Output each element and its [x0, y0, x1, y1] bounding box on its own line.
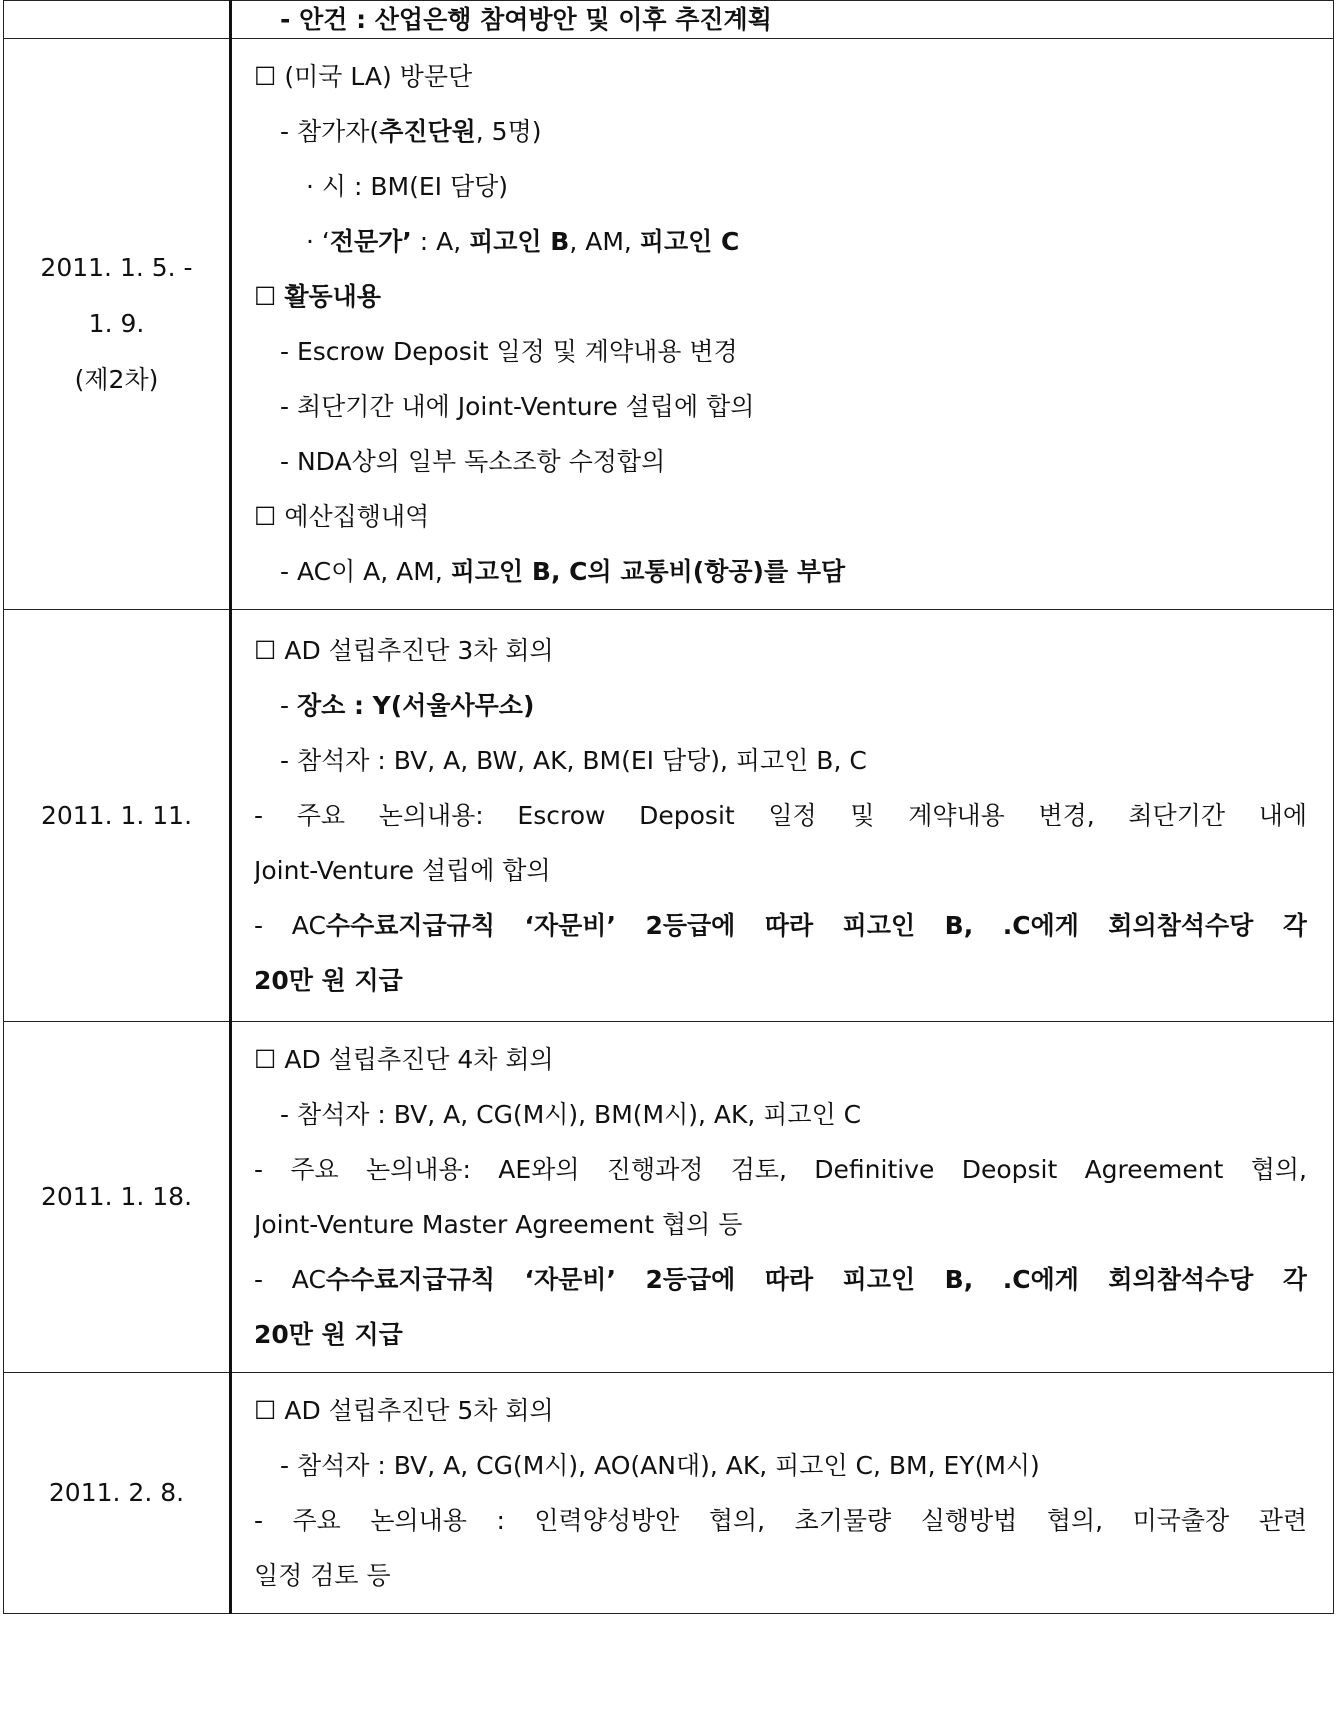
text: 일정 검토 등 — [254, 1561, 391, 1590]
date-cell — [4, 1, 231, 39]
content-line — [254, 1383, 1307, 1438]
content-cell — [231, 39, 1334, 610]
content-line — [254, 269, 1307, 324]
text: ☐ (미국 LA) 방문단 — [254, 62, 473, 91]
content-line — [254, 898, 1307, 953]
text: - 참석자 : BV, A, CG(M시), BM(M시), AK, 피고인 C — [280, 1100, 862, 1129]
content-line — [254, 1197, 1307, 1252]
content-cell — [231, 1373, 1334, 1614]
text: : A, — [411, 227, 470, 256]
bold-text: 피고인 C — [639, 227, 740, 256]
date-cell — [4, 39, 231, 610]
content-line — [254, 733, 1307, 788]
content-line — [254, 104, 1307, 159]
text: - 주요 논의내용: Escrow Deposit 일정 및 계약내용 변경, 최단기간 내에 — [254, 801, 1307, 830]
table-row — [4, 1022, 1334, 1373]
text: - 주요 논의내용 : 인력양성방안 협의, 초기물량 실행방법 협의, 미국출장 관련 — [254, 1506, 1307, 1535]
text: ☐ AD 설립추진단 5차 회의 — [254, 1396, 554, 1425]
content-line — [254, 1252, 1307, 1307]
text: - 참석자 : BV, A, BW, AK, BM(EI 담당), 피고인 B, C — [280, 746, 867, 775]
content-line — [254, 1548, 1307, 1603]
content-line — [254, 49, 1307, 104]
table-body — [4, 1, 1334, 1614]
bold-text: 추진단원 — [379, 117, 476, 146]
text: · ‘ — [306, 227, 330, 256]
date-text: (제2차) — [74, 365, 159, 394]
bold-text: 피고인 B — [469, 227, 570, 256]
content-line — [254, 1493, 1307, 1548]
date-cell — [4, 1022, 231, 1373]
text: ☐ — [254, 282, 285, 311]
bold-text: 장소 : Y(서울사무소) — [296, 691, 535, 720]
text: , 5명) — [475, 117, 542, 146]
content-line — [254, 678, 1307, 733]
bold-text: 활동내용 — [284, 282, 381, 311]
content-cell — [231, 1022, 1334, 1373]
text: Joint-Venture Master Agreement 협의 등 — [254, 1210, 743, 1239]
text: - 최단기간 내에 Joint-Venture 설립에 합의 — [280, 392, 755, 421]
content-line — [254, 1087, 1307, 1142]
text: ☐ AD 설립추진단 3차 회의 — [254, 636, 554, 665]
content-line — [254, 324, 1307, 379]
content-line — [254, 623, 1307, 678]
bold-text: 피고인 B, C의 교통비(항공)를 부담 — [450, 557, 846, 586]
date-text: 2011. 1. 18. — [40, 1182, 193, 1211]
content-line — [254, 434, 1307, 489]
date-cell — [4, 610, 231, 1022]
text: - NDA상의 일부 독소조항 수정합의 — [280, 447, 666, 476]
content-line — [254, 788, 1307, 843]
text: - Escrow Deposit 일정 및 계약내용 변경 — [280, 337, 738, 366]
table-row — [4, 1, 1334, 39]
content-line — [254, 379, 1307, 434]
content-cell — [231, 610, 1334, 1022]
text: ☐ 예산집행내역 — [254, 502, 430, 531]
date-text: 2011. 1. 5. - — [40, 253, 193, 282]
text: Joint-Venture 설립에 합의 — [254, 856, 551, 885]
table-row — [4, 610, 1334, 1022]
text: - AC — [254, 911, 326, 940]
content-line — [254, 1142, 1307, 1197]
text: - — [280, 691, 297, 720]
content-line — [254, 1438, 1307, 1493]
content-line — [254, 544, 1307, 599]
date-text: 2011. 2. 8. — [48, 1478, 185, 1507]
content-line — [254, 1032, 1307, 1087]
content-line — [254, 159, 1307, 214]
date-text: 1. 9. — [88, 309, 145, 338]
content-cell — [231, 1, 1334, 39]
schedule-table — [3, 0, 1334, 1614]
content-line — [254, 1307, 1307, 1362]
content-line — [254, 214, 1307, 269]
bold-text: 20만 원 지급 — [254, 1320, 403, 1349]
content-line — [254, 2, 1307, 38]
content-line — [254, 843, 1307, 898]
bold-text: 수수료지급규칙 ‘자문비’ 2등급에 따라 피고인 B, .C에게 회의참석수당 각 — [325, 911, 1307, 940]
text: , AM, — [569, 227, 640, 256]
date-cell — [4, 1373, 231, 1614]
bold-text: 수수료지급규칙 ‘자문비’ 2등급에 따라 피고인 B, .C에게 회의참석수당 각 — [325, 1265, 1307, 1294]
bold-text: 전문가’ — [329, 227, 412, 256]
bold-text: - 안건 : 산업은행 참여방안 및 이후 추진계획 — [280, 4, 772, 34]
text: - 참석자 : BV, A, CG(M시), AO(AN대), AK, 피고인 C, BM, EY(M시) — [280, 1451, 1040, 1480]
content-line — [254, 489, 1307, 544]
bold-text: 20만 원 지급 — [254, 966, 403, 995]
text: - 주요 논의내용: AE와의 진행과정 검토, Definitive Deopsit Agreement 협의, — [254, 1155, 1307, 1184]
table-row — [4, 1373, 1334, 1614]
text: - AC이 A, AM, — [280, 557, 451, 586]
text: - 참가자( — [280, 117, 380, 146]
content-line — [254, 953, 1307, 1008]
table-row — [4, 39, 1334, 610]
text: · 시 : BM(EI 담당) — [306, 172, 509, 201]
date-text: 2011. 1. 11. — [40, 800, 193, 830]
text: - AC — [254, 1265, 326, 1294]
text: ☐ AD 설립추진단 4차 회의 — [254, 1045, 554, 1074]
